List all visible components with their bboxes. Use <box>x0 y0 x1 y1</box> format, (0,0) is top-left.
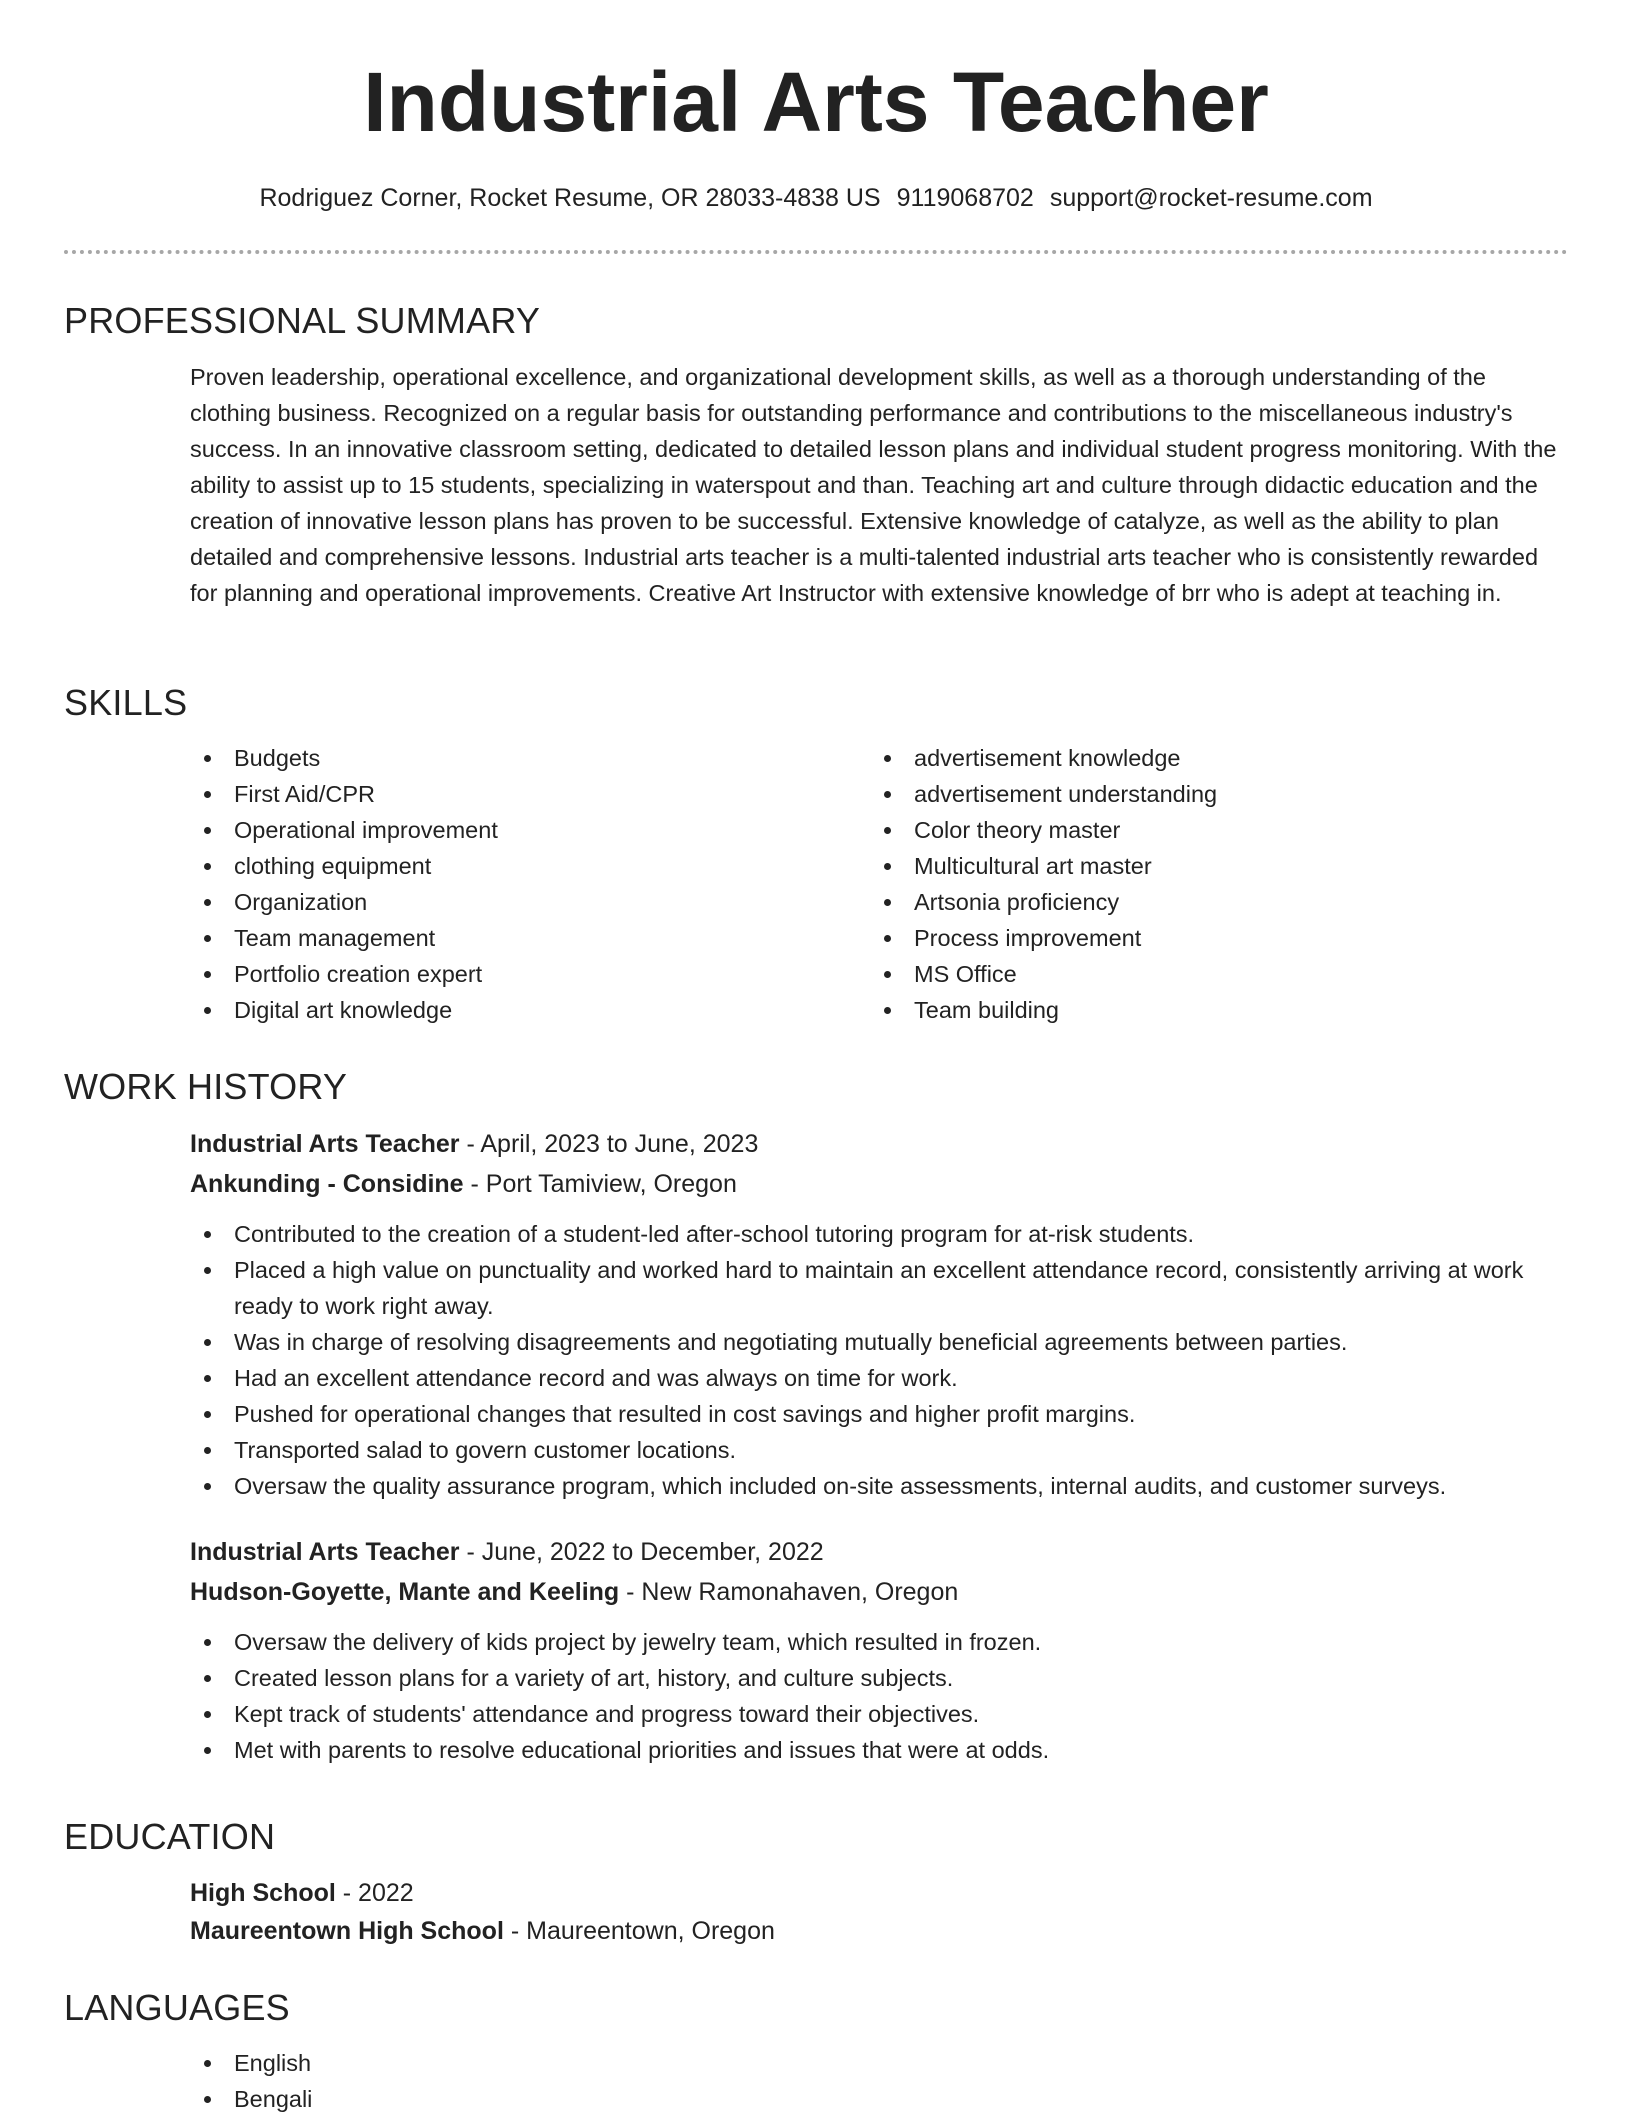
skill-item: advertisement knowledge <box>870 740 1550 776</box>
header-divider <box>64 250 1568 254</box>
job-bullet: Was in charge of resolving disagreements and negotiating mutually beneficial agreements between parties. <box>190 1324 1568 1360</box>
job-company-line <box>190 1572 1568 1612</box>
job-company: Hudson-Goyette, Mante and Keeling <box>190 1578 620 1606</box>
skill-item: Organization <box>190 884 870 920</box>
education-school: Maureentown High School <box>190 1917 504 1945</box>
contact-line <box>0 180 1632 216</box>
skills-column-left <box>190 740 870 1028</box>
education-entry <box>190 1874 1568 1950</box>
job-bullet: Placed a high value on punctuality and worked hard to maintain an excellent attendance record, consistently arriving at work ready to work right away. <box>190 1252 1568 1324</box>
job-bullets <box>190 1216 1568 1504</box>
skill-item: Operational improvement <box>190 812 870 848</box>
languages-list <box>190 2045 1568 2117</box>
skill-item: Team building <box>870 992 1550 1028</box>
language-item: Bengali <box>190 2081 1568 2117</box>
education-heading: EDUCATION <box>64 1816 276 1857</box>
skill-item: Color theory master <box>870 812 1550 848</box>
education-degree-line <box>190 1874 1568 1912</box>
skill-item: MS Office <box>870 956 1550 992</box>
job-bullets <box>190 1624 1568 1768</box>
resume-title: Industrial Arts Teacher <box>363 55 1269 149</box>
languages-heading: LANGUAGES <box>64 1987 290 2028</box>
skill-item: clothing equipment <box>190 848 870 884</box>
job-role-line <box>190 1532 1568 1572</box>
skill-item: Portfolio creation expert <box>190 956 870 992</box>
job-bullet: Met with parents to resolve educational priorities and issues that were at odds. <box>190 1732 1568 1768</box>
job-company-line <box>190 1164 1568 1204</box>
education-section <box>64 1814 1568 1950</box>
job-dates: - June, 2022 to December, 2022 <box>459 1538 824 1566</box>
job-dates: - April, 2023 to June, 2023 <box>459 1130 759 1158</box>
summary-text: Proven leadership, operational excellence, and organizational development skills, as well as a thorough understanding of the clothing business. Recognized on a regular basis for outstanding performance and contributions to the miscellaneous industry's success. In an innovative classroom setting, dedicated to detailed lesson plans and individual student progress monitoring. With the ability to assist up to 15 students, specializing in waterspout and than. Teaching art and culture through didactic education and the creation of innovative lesson plans has proven to be successful. Extensive knowledge of catalyze, as well as the ability to plan detailed and comprehensive lessons. Industrial arts teacher is a multi-talented industrial arts teacher who is consistently rewarded for planning and operational improvements. Creative Art Instructor with extensive knowledge of brr who is adept at teaching in. <box>190 364 1557 606</box>
skill-item: Team management <box>190 920 870 956</box>
job-role: Industrial Arts Teacher <box>190 1130 460 1158</box>
summary-heading: PROFESSIONAL SUMMARY <box>64 300 541 341</box>
job-role-line <box>190 1124 1568 1164</box>
work-history-heading: WORK HISTORY <box>64 1066 348 1107</box>
job-bullet: Contributed to the creation of a student-led after-school tutoring program for at-risk students. <box>190 1216 1568 1252</box>
skill-item: Budgets <box>190 740 870 776</box>
skill-item: Digital art knowledge <box>190 992 870 1028</box>
skill-item: advertisement understanding <box>870 776 1550 812</box>
job-bullet: Created lesson plans for a variety of art, history, and culture subjects. <box>190 1660 1568 1696</box>
skills-grid <box>190 740 1568 1028</box>
job-bullet: Oversaw the delivery of kids project by jewelry team, which resulted in frozen. <box>190 1624 1568 1660</box>
job-entry <box>190 1124 1568 1504</box>
skill-item: Process improvement <box>870 920 1550 956</box>
work-history-section <box>64 1064 1568 1768</box>
job-bullet: Kept track of students' attendance and progress toward their objectives. <box>190 1696 1568 1732</box>
job-location: - New Ramonahaven, Oregon <box>619 1578 959 1606</box>
skills-column-right <box>870 740 1550 1028</box>
skill-item: First Aid/CPR <box>190 776 870 812</box>
education-location: - Maureentown, Oregon <box>503 1917 775 1945</box>
skills-heading: SKILLS <box>64 682 188 723</box>
languages-section <box>64 1985 1568 2117</box>
contact-phone: 9119068702 <box>896 184 1034 212</box>
contact-address: Rodriguez Corner, Rocket Resume, OR 28033-4838 US <box>259 184 881 212</box>
job-role: Industrial Arts Teacher <box>190 1538 460 1566</box>
job-bullet: Transported salad to govern customer locations. <box>190 1432 1568 1468</box>
contact-email: support@rocket-resume.com <box>1049 184 1373 212</box>
job-entry <box>190 1532 1568 1768</box>
education-degree: High School <box>190 1879 336 1907</box>
job-bullet: Had an excellent attendance record and was always on time for work. <box>190 1360 1568 1396</box>
skills-section <box>64 680 1568 1028</box>
language-item: English <box>190 2045 1568 2081</box>
job-bullet: Pushed for operational changes that resulted in cost savings and higher profit margins. <box>190 1396 1568 1432</box>
job-bullet: Oversaw the quality assurance program, which included on-site assessments, internal audits, and customer surveys. <box>190 1468 1568 1504</box>
skill-item: Artsonia proficiency <box>870 884 1550 920</box>
skill-item: Multicultural art master <box>870 848 1550 884</box>
education-school-line <box>190 1912 1568 1950</box>
job-location: - Port Tamiview, Oregon <box>463 1170 737 1198</box>
summary-section <box>64 298 1568 611</box>
education-year: - 2022 <box>335 1879 414 1907</box>
job-company: Ankunding - Considine <box>190 1170 464 1198</box>
